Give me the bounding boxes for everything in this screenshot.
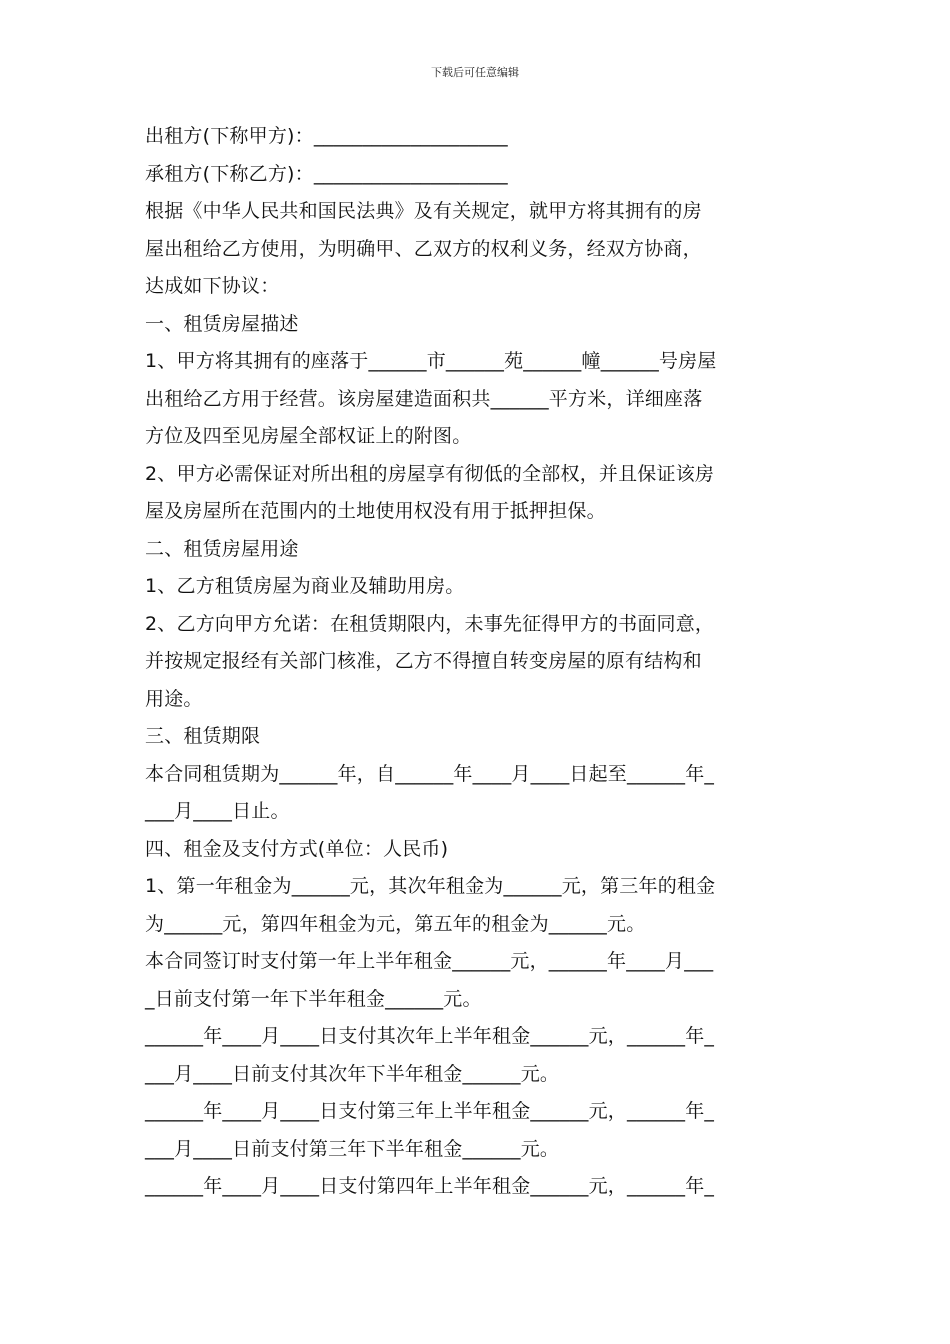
page-header-note: 下载后可任意编辑 [431,66,519,79]
text-line: 用途。 [145,687,203,710]
text-line: ______年____月____日支付第四年上半年租金______元，______年_ [145,1175,715,1197]
text-line: 出租方(下称甲方)：____________________ [145,125,508,147]
text-line: 1、乙方租赁房屋为商业及辅助用房。 [145,575,465,597]
text-line: 2、甲方必需保证对所出租的房屋享有彻低的全部权，并且保证该房 [145,462,715,485]
text-line: 屋出租给乙方使用，为明确甲、乙双方的权利义务，经双方协商， [145,237,702,260]
text-line: 为______元，第四年租金为元，第五年的租金为______元。 [145,912,646,935]
text-line: 达成如下协议： [145,275,280,297]
text-line: 承租方(下称乙方)：____________________ [145,162,508,185]
section-heading: 四、租金及支付方式(单位：人民币) [145,837,449,860]
text-line: ______年____月____日支付其次年上半年租金______元，______年_ [145,1025,715,1047]
section-heading: 一、租赁房屋描述 [145,312,299,335]
text-line: _日前支付第一年下半年租金______元。 [145,987,482,1010]
section-heading: 三、租赁期限 [145,725,261,747]
text-line: 1、第一年租金为______元，其次年租金为______元，第三年的租金 [145,875,716,897]
text-line: 根据《中华人民共和国民法典》及有关规定，就甲方将其拥有的房 [145,200,702,222]
text-line: 2、乙方向甲方允诺：在租赁期限内，未事先征得甲方的书面同意， [145,612,715,635]
text-line: ______年____月____日支付第三年上半年租金______元，______年_ [145,1100,715,1122]
contract-body [145,118,810,1206]
text-line: 屋及房屋所在范围内的土地使用权没有用于抵押担保。 [145,500,606,522]
section-heading: 二、租赁房屋用途 [145,537,299,560]
text-line: 本合同租赁期为______年，自______年____月____日起至______年_ [145,762,715,785]
text-line: 本合同签订时支付第一年上半年租金______元，______年____月___ [145,950,714,972]
text-line: 出租给乙方用于经营。该房屋建造面积共______平方米，详细座落 [145,387,703,410]
text-line: 并按规定报经有关部门核准，乙方不得擅自转变房屋的原有结构和 [145,650,702,672]
text-line: 1、甲方将其拥有的座落于______市______苑______幢______号房屋 [145,350,717,372]
text-line: ___月____日前支付其次年下半年租金______元。 [145,1062,560,1085]
text-line: ___月____日前支付第三年下半年租金______元。 [145,1137,560,1160]
text-line: ___月____日止。 [145,800,290,822]
text-line: 方位及四至见房屋全部权证上的附图。 [145,425,472,447]
